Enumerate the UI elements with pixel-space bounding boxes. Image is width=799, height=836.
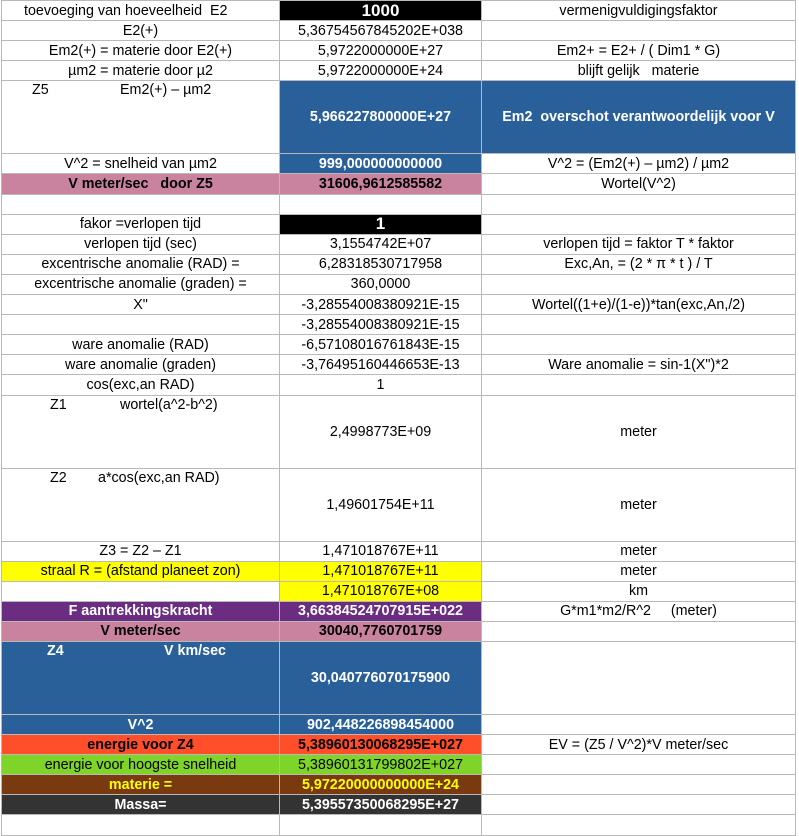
table-row [2, 174, 796, 194]
cell-c31[interactable] [482, 815, 796, 835]
calculation-table [1, 0, 796, 836]
cell-c19[interactable]: meter [482, 468, 796, 541]
cell-b26[interactable]: 902,448226898454000 [280, 714, 482, 734]
cell-a26[interactable]: V^2 [2, 714, 280, 734]
table-row [2, 81, 796, 154]
cell-c14[interactable] [482, 315, 796, 335]
table-row [2, 395, 796, 468]
cell-a5-formula: Em2(+) – µm2 [120, 82, 212, 99]
table-row [2, 541, 796, 561]
table-row [2, 755, 796, 775]
cell-a25-formula: V km/sec [164, 642, 226, 659]
cell-b14[interactable]: -3,28554008380921E-15 [280, 315, 482, 335]
cell-a29[interactable]: materie = [2, 775, 280, 795]
cell-a14[interactable] [2, 315, 280, 335]
cell-c27[interactable]: EV = (Z5 / V^2)*V meter/sec [482, 735, 796, 755]
cell-b4[interactable]: 5,9722000000E+24 [280, 61, 482, 81]
cell-c4[interactable]: blijft gelijk materie [482, 61, 796, 81]
cell-b8[interactable] [280, 194, 482, 214]
cell-b30[interactable]: 5,39557350068295E+27 [280, 795, 482, 815]
cell-c16[interactable]: Ware anomalie = sin-1(X")*2 [482, 355, 796, 375]
cell-c13[interactable]: Wortel((1+e)/(1-e))*tan(exc,An,/2) [482, 295, 796, 315]
table-row [2, 621, 796, 641]
cell-b2[interactable]: 5,36754567845202E+038 [280, 21, 482, 41]
cell-b5[interactable]: 5,966227800000E+27 [280, 81, 482, 154]
cell-b9[interactable]: 1 [280, 214, 482, 234]
cell-c26[interactable] [482, 714, 796, 734]
cell-b25[interactable]: 30,040776070175900 [280, 641, 482, 714]
cell-a19[interactable] [2, 468, 280, 541]
cell-c25[interactable] [482, 641, 796, 714]
table-row [2, 581, 796, 601]
cell-c29[interactable] [482, 775, 796, 795]
cell-a22[interactable] [2, 581, 280, 601]
cell-b21[interactable]: 1,471018767E+11 [280, 561, 482, 581]
cell-c3[interactable]: Em2+ = E2+ / ( Dim1 * G) [482, 41, 796, 61]
cell-c24[interactable] [482, 621, 796, 641]
cell-a28[interactable]: energie voor hoogste snelheid [2, 755, 280, 775]
cell-a31[interactable] [2, 815, 280, 835]
cell-a24[interactable]: V meter/sec [2, 621, 280, 641]
cell-a13[interactable]: X" [2, 295, 280, 315]
cell-b17[interactable]: 1 [280, 375, 482, 395]
cell-c9[interactable] [482, 214, 796, 234]
cell-c11[interactable]: Exc,An, = (2 * π * t ) / T [482, 254, 796, 274]
cell-b16[interactable]: -3,76495160446653E-13 [280, 355, 482, 375]
cell-b29[interactable]: 5,97220000000000E+24 [280, 775, 482, 795]
cell-a23[interactable]: F aantrekkingskracht [2, 601, 280, 621]
cell-a7[interactable]: V meter/sec door Z5 [2, 174, 280, 194]
cell-a6[interactable]: V^2 = snelheid van µm2 [2, 154, 280, 174]
cell-b7[interactable]: 31606,9612585582 [280, 174, 482, 194]
table-row [2, 468, 796, 541]
cell-b20[interactable]: 1,471018767E+11 [280, 541, 482, 561]
cell-a5-label: Z5 [32, 82, 49, 99]
cell-a12[interactable]: excentrische anomalie (graden) = [2, 274, 280, 294]
cell-b10[interactable]: 3,1554742E+07 [280, 234, 482, 254]
table-row [2, 61, 796, 81]
table-row [2, 375, 796, 395]
table-row [2, 274, 796, 294]
cell-c23[interactable]: G*m1*m2/R^2 (meter) [482, 601, 796, 621]
cell-a20[interactable]: Z3 = Z2 – Z1 [2, 541, 280, 561]
table-row [2, 601, 796, 621]
table-row [2, 295, 796, 315]
cell-b24[interactable]: 30040,7760701759 [280, 621, 482, 641]
cell-c30[interactable] [482, 795, 796, 815]
table-row [2, 154, 796, 174]
cell-a17[interactable]: cos(exc,an RAD) [2, 375, 280, 395]
cell-b12[interactable]: 360,0000 [280, 274, 482, 294]
cell-a18-label: Z1 [50, 396, 67, 413]
table-row [2, 775, 796, 795]
cell-a10[interactable]: verlopen tijd (sec) [2, 234, 280, 254]
cell-b31[interactable] [280, 815, 482, 835]
cell-a16[interactable]: ware anomalie (graden) [2, 355, 280, 375]
cell-a8[interactable] [2, 194, 280, 214]
table-row [2, 714, 796, 734]
cell-a1[interactable]: toevoeging van hoeveelheid E2 [2, 1, 280, 21]
cell-a27[interactable]: energie voor Z4 [2, 735, 280, 755]
table-row [2, 561, 796, 581]
cell-c17[interactable] [482, 375, 796, 395]
cell-c10[interactable]: verlopen tijd = faktor T * faktor [482, 234, 796, 254]
table-row [2, 335, 796, 355]
cell-a9[interactable]: fakor =verlopen tijd [2, 214, 280, 234]
table-row [2, 1, 796, 21]
cell-a4[interactable]: µm2 = materie door µ2 [2, 61, 280, 81]
cell-c5[interactable]: Em2 overschot verantwoordelijk voor V [482, 81, 796, 154]
cell-b23[interactable]: 3,66384524707915E+022 [280, 601, 482, 621]
cell-b18[interactable]: 2,4998773E+09 [280, 395, 482, 468]
cell-a21[interactable]: straal R = (afstand planeet zon) [2, 561, 280, 581]
cell-c22[interactable]: km [482, 581, 796, 601]
cell-a5[interactable] [2, 81, 280, 154]
cell-a3[interactable]: Em2(+) = materie door E2(+) [2, 41, 280, 61]
cell-a18-formula: wortel(a^2-b^2) [120, 396, 218, 413]
cell-a19-label: Z2 [50, 469, 67, 486]
cell-c1[interactable]: vermenigvuldigingsfaktor [482, 1, 796, 21]
cell-b13[interactable]: -3,28554008380921E-15 [280, 295, 482, 315]
cell-c15[interactable] [482, 335, 796, 355]
cell-b19[interactable]: 1,49601754E+11 [280, 468, 482, 541]
cell-a15[interactable]: ware anomalie (RAD) [2, 335, 280, 355]
cell-c6[interactable]: V^2 = (Em2(+) – µm2) / µm2 [482, 154, 796, 174]
table-row [2, 194, 796, 214]
cell-c28[interactable] [482, 755, 796, 775]
table-row [2, 214, 796, 234]
cell-c8[interactable] [482, 194, 796, 214]
cell-a25[interactable] [2, 641, 280, 714]
cell-b27[interactable]: 5,38960130068295E+027 [280, 735, 482, 755]
table-row [2, 41, 796, 61]
table-row [2, 355, 796, 375]
table-row [2, 234, 796, 254]
cell-c21[interactable]: meter [482, 561, 796, 581]
table-row [2, 641, 796, 714]
cell-a18[interactable] [2, 395, 280, 468]
table-row [2, 735, 796, 755]
cell-b22[interactable]: 1,471018767E+08 [280, 581, 482, 601]
table-row [2, 315, 796, 335]
table-row [2, 815, 796, 835]
cell-b3[interactable]: 5,9722000000E+27 [280, 41, 482, 61]
cell-b11[interactable]: 6,28318530717958 [280, 254, 482, 274]
cell-b6[interactable]: 999,000000000000 [280, 154, 482, 174]
cell-c20[interactable]: meter [482, 541, 796, 561]
cell-b28[interactable]: 5,38960131799802E+027 [280, 755, 482, 775]
table-row [2, 254, 796, 274]
cell-a11[interactable]: excentrische anomalie (RAD) = [2, 254, 280, 274]
cell-b1[interactable]: 1000 [280, 1, 482, 21]
cell-a25-label: Z4 [47, 642, 64, 659]
cell-c7[interactable]: Wortel(V^2) [482, 174, 796, 194]
cell-a19-formula: a*cos(exc,an RAD) [98, 469, 220, 486]
table-row [2, 21, 796, 41]
cell-c2[interactable] [482, 21, 796, 41]
cell-b15[interactable]: -6,57108016761843E-15 [280, 335, 482, 355]
cell-c18[interactable]: meter [482, 395, 796, 468]
cell-c12[interactable] [482, 274, 796, 294]
cell-a30[interactable]: Massa= [2, 795, 280, 815]
table-row [2, 795, 796, 815]
cell-a2[interactable]: E2(+) [2, 21, 280, 41]
